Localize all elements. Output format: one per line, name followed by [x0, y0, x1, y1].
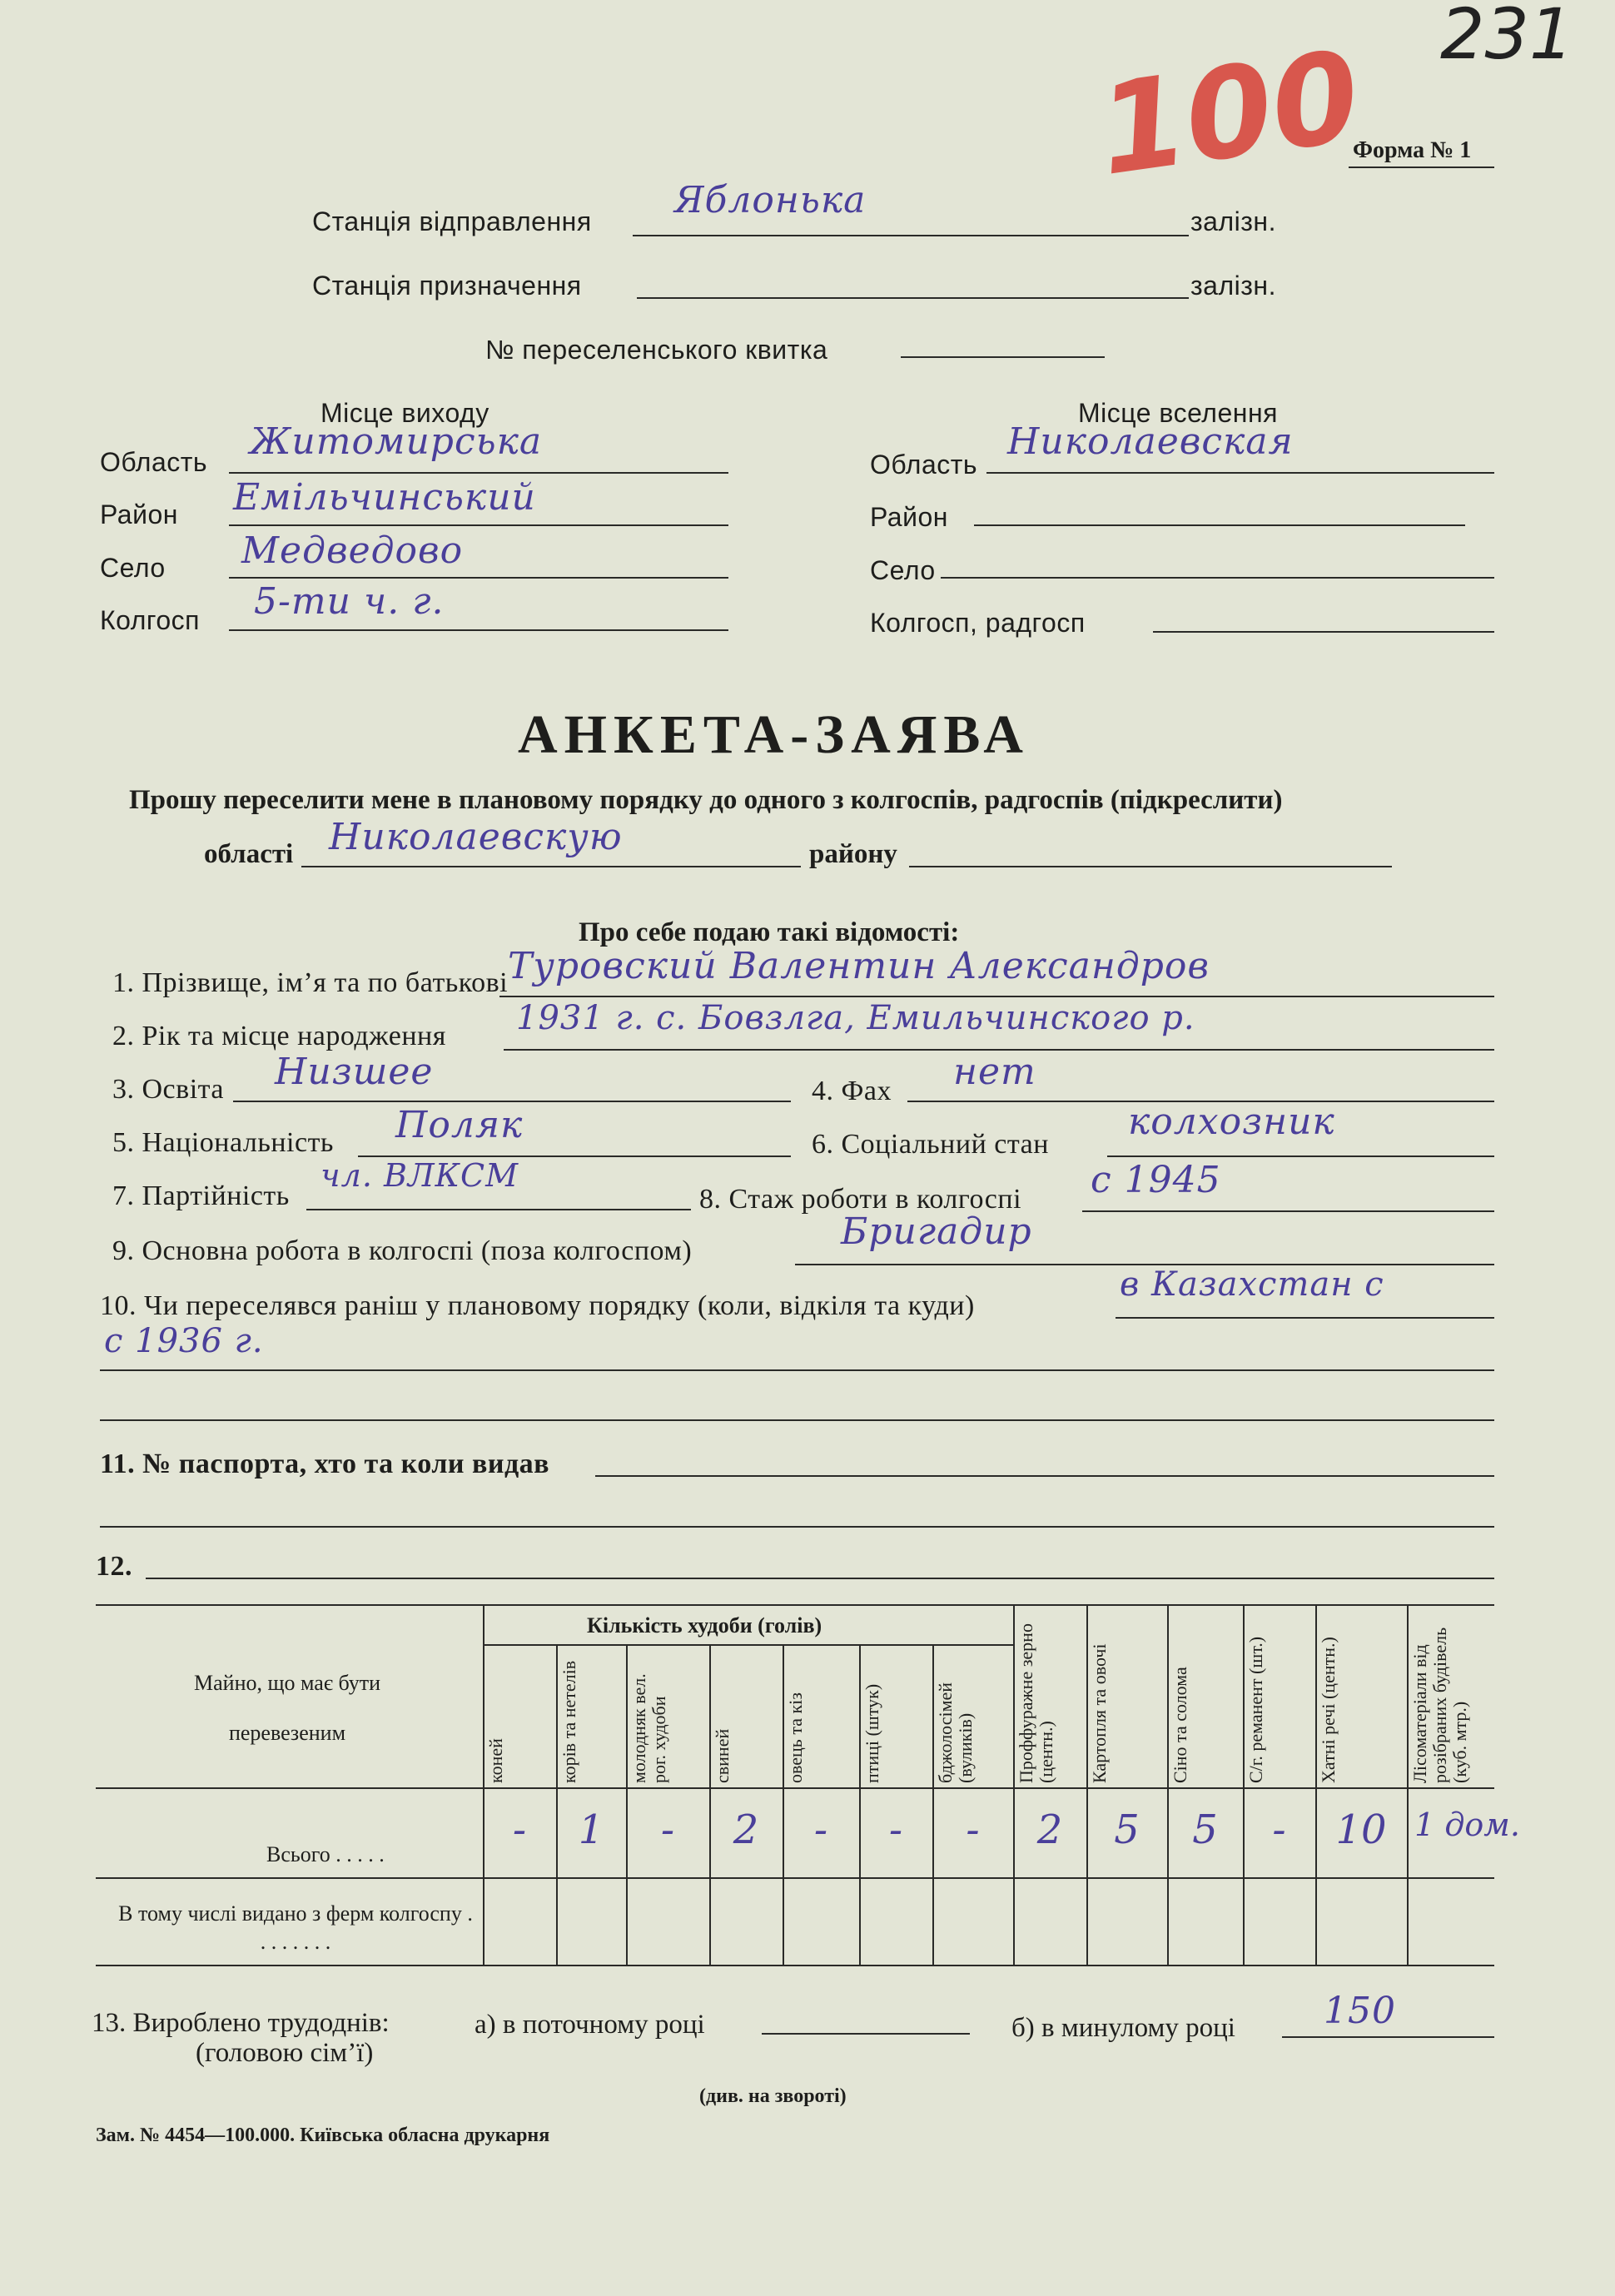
table-column-header: молодняк вел. рог. худоби	[629, 1673, 669, 1783]
item6-value: колхозник	[1128, 1101, 1335, 1143]
item8-label: 8. Стаж роботи в колгоспі	[699, 1184, 1022, 1215]
item7-label: 7. Партійність	[112, 1180, 290, 1211]
property-label: Майно, що має бути перевезеним	[194, 1671, 380, 1745]
origin-selo-label: Село	[100, 553, 166, 583]
request-raion-label: району	[809, 839, 897, 869]
item3-value: Низшее	[275, 1051, 434, 1093]
dest-raion-label: Район	[870, 502, 948, 532]
origin-selo-line	[229, 577, 728, 579]
table-column-header: С/г. реманент (шт.)	[1245, 1636, 1266, 1783]
item10-value-b: с 1936 г.	[104, 1322, 264, 1360]
item9-label: 9. Основна робота в колгоспі (поза колгоспом)	[112, 1235, 693, 1266]
table-column-header: корів та нетелів	[559, 1660, 579, 1783]
item12-line	[146, 1578, 1494, 1579]
printer-imprint: Зам. № 4454—100.000. Київська обласна друкарня	[96, 2125, 550, 2146]
origin-raion-value: Емільчинський	[233, 476, 536, 519]
total-cell-value: -	[966, 1806, 980, 1853]
item11-label: 11. № паспорта, хто та коли видав	[100, 1449, 550, 1479]
total-cell-value: 10	[1335, 1806, 1387, 1853]
dest-oblast-value: Николаевская	[1007, 420, 1294, 463]
total-row-label: Всього . . . . .	[266, 1842, 385, 1866]
table-column-border	[1407, 1604, 1409, 1965]
table-column-header: птиці (штук)	[862, 1683, 882, 1783]
request-line: Прошу переселити мене в плановому порядку до одного з колгоспів, радгоспів (підкреслити)	[129, 785, 1283, 815]
ticket-line	[901, 356, 1105, 358]
origin-oblast-value: Житомирська	[250, 420, 543, 463]
dest-kolhosp-label: Колгосп, радгосп	[870, 608, 1086, 638]
item8-value: с 1945	[1091, 1159, 1221, 1201]
total-cell-value: -	[813, 1806, 828, 1853]
item3-label: 3. Освіта	[112, 1074, 225, 1105]
table-column-border	[1167, 1604, 1169, 1965]
item5-value: Поляк	[395, 1104, 524, 1146]
dest-selo-label: Село	[870, 555, 936, 585]
workdays-label: 13. Вироблено трудоднів:	[92, 2008, 390, 2038]
table-column-header: Сіно та солома	[1170, 1667, 1190, 1783]
item1-label: 1. Прізвище, ім’я та по батькові	[112, 967, 509, 998]
item6-label: 6. Соціальний стан	[812, 1129, 1049, 1160]
total-cell-value: 1 дом.	[1414, 1806, 1520, 1843]
origin-kolhosp-value: 5-ти ч. г.	[254, 580, 445, 623]
total-cell-value: 5	[1192, 1806, 1218, 1853]
item4-value: нет	[953, 1051, 1036, 1093]
request-oblast-line	[301, 866, 801, 867]
item7-value: чл. ВЛКСМ	[321, 1157, 519, 1194]
page-number: 231	[1440, 0, 1574, 75]
table-column-header: Картопля та овочі	[1089, 1643, 1110, 1783]
origin-oblast-line	[229, 472, 728, 474]
item1-line	[499, 996, 1494, 997]
origin-kolhosp-line	[229, 629, 728, 631]
workdays-b-value: 150	[1324, 1990, 1396, 2032]
origin-heading: Місце виходу	[321, 398, 489, 428]
dest-oblast-label: Область	[870, 450, 978, 480]
item12-label: 12.	[96, 1551, 132, 1582]
departure-station-line	[633, 235, 1189, 236]
origin-selo-value: Медведово	[241, 529, 464, 572]
departure-station-value: Яблонька	[674, 179, 867, 221]
table-top-border	[96, 1604, 1494, 1606]
item10-value-a: в Казахстан с	[1120, 1265, 1384, 1304]
item2-label: 2. Рік та місце народження	[112, 1021, 446, 1051]
workdays-sub: (головою сім’ї)	[196, 2038, 374, 2068]
item7-line	[306, 1209, 691, 1210]
table-column-header: Хатні речі (центн.)	[1318, 1637, 1339, 1783]
workdays-a-label: а) в поточному році	[475, 2010, 705, 2040]
dest-kolhosp-line	[1153, 631, 1494, 633]
table-column-header: Лісоматеріали від розібраних будівель (куб. мтр.)	[1409, 1627, 1470, 1783]
workdays-a-line	[762, 2033, 970, 2035]
issued-row-label: В тому числі видано з ферм колгоспу . . . . . . . .	[118, 1901, 473, 1954]
table-column-border	[556, 1644, 558, 1965]
form-title: АНКЕТА-ЗАЯВА	[518, 704, 1030, 765]
total-cell-value: -	[888, 1806, 903, 1853]
item1-value: Туровский Валентин Александров	[508, 945, 1210, 987]
table-column-border	[1086, 1604, 1088, 1965]
turn-over-note: (див. на звороті)	[699, 2085, 847, 2107]
table-column-border	[783, 1644, 784, 1965]
item11-line	[595, 1475, 1494, 1477]
item5-label: 5. Національність	[112, 1127, 334, 1158]
item10-line-c	[100, 1419, 1494, 1421]
total-cell-value: 2	[1036, 1806, 1063, 1853]
request-raion-line	[909, 866, 1392, 867]
table-column-header: бджолосімей (вуликів)	[935, 1682, 976, 1783]
request-oblast-label: області	[204, 839, 294, 869]
rail-label-1: залізн.	[1190, 206, 1276, 236]
table-column-border	[859, 1644, 861, 1965]
table-column-border	[1013, 1604, 1015, 1965]
table-column-border	[626, 1644, 628, 1965]
dest-oblast-line	[986, 472, 1494, 474]
workdays-b-label: б) в минулому році	[1011, 2013, 1235, 2043]
item2-value: 1931 г. с. Бовзлга, Емильчинского р.	[516, 999, 1195, 1037]
form-label: Форма № 1	[1353, 137, 1472, 163]
table-column-border	[1315, 1604, 1317, 1965]
total-cell-value: -	[1272, 1806, 1286, 1853]
origin-kolhosp-label: Колгосп	[100, 605, 200, 635]
total-cell-value: 5	[1114, 1806, 1140, 1853]
origin-raion-line	[229, 524, 728, 526]
request-oblast-value: Николаевскую	[329, 816, 623, 858]
total-cell-value: 2	[733, 1806, 759, 1853]
info-intro: Про себе подаю такі відомості:	[579, 917, 960, 947]
item10-label: 10. Чи переселявся раніш у плановому порядку (коли, відкіля та куди)	[100, 1290, 975, 1321]
item10-line-a	[1116, 1317, 1494, 1319]
total-cell-value: 1	[578, 1806, 604, 1853]
workdays-b-line	[1282, 2036, 1494, 2038]
destination-heading: Місце вселення	[1078, 398, 1278, 428]
origin-raion-label: Район	[100, 499, 178, 529]
table-total-bottom-border	[96, 1877, 1494, 1879]
item11-line-b	[100, 1526, 1494, 1528]
form-label-underline	[1349, 166, 1494, 168]
item4-label: 4. Фах	[812, 1076, 892, 1106]
table-column-border	[709, 1644, 711, 1965]
livestock-header: Кількість худоби (голів)	[587, 1613, 822, 1638]
departure-station-label: Станція відправлення	[312, 206, 592, 236]
destination-station-label: Станція призначення	[312, 271, 582, 301]
table-column-border	[932, 1644, 934, 1965]
table-bottom-border	[96, 1965, 1494, 1966]
dest-raion-line	[974, 524, 1465, 526]
destination-station-line	[637, 297, 1189, 299]
ticket-label: № переселенського квитка	[485, 335, 828, 365]
table-column-header: Проффуражне зерно (центн.)	[1016, 1623, 1056, 1783]
table-header-bottom-border	[96, 1787, 1494, 1789]
origin-oblast-label: Область	[100, 447, 208, 477]
item8-line	[1082, 1210, 1494, 1212]
table-column-header: коней	[485, 1738, 506, 1783]
item3-line	[233, 1101, 791, 1102]
item9-value: Бригадир	[841, 1210, 1032, 1253]
total-cell-value: -	[660, 1806, 675, 1853]
red-stamp-number: 100	[1090, 24, 1369, 204]
table-column-header: овець та кіз	[785, 1692, 806, 1783]
item10-line-b	[100, 1369, 1494, 1371]
table-column-border	[1243, 1604, 1245, 1965]
table-column-header: свиней	[712, 1728, 733, 1783]
table-label-column-border	[483, 1604, 484, 1965]
dest-selo-line	[941, 577, 1494, 579]
item6-line	[1107, 1155, 1494, 1157]
rail-label-2: залізн.	[1190, 271, 1276, 301]
total-cell-value: -	[512, 1806, 527, 1853]
